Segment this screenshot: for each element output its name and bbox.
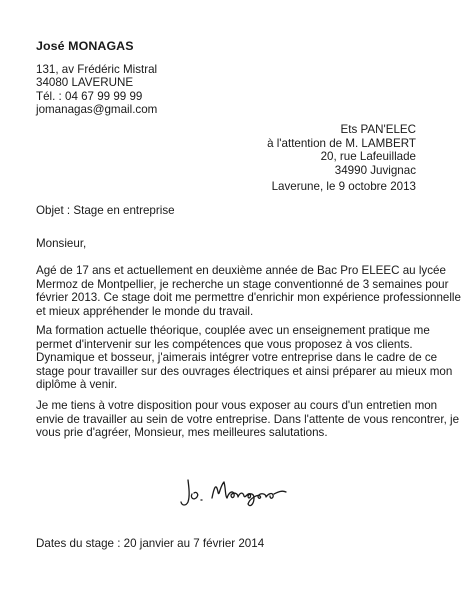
paragraph-line: Ma formation actuelle théorique, couplée avec un enseignement pratique me xyxy=(36,324,430,337)
recipient-attention: à l'attention de M. LAMBERT xyxy=(267,136,416,150)
paragraph-line: permet d'intervenir sur les compétences que vous proposez à vos clients. xyxy=(36,337,413,351)
recipient-block xyxy=(267,123,416,177)
body-paragraph xyxy=(36,399,460,440)
paragraph-line: stage pour travailler sur des ouvrages électriques et ainsi préparer au mieux mon xyxy=(36,364,453,378)
paragraph-line: et mieux appréhender le monde du travail. xyxy=(36,304,254,318)
sender-block xyxy=(36,40,157,117)
paragraph-line: Dynamique et bosseur, j'aimerais intégrer votre entreprise dans le cadre de ce xyxy=(36,351,438,365)
paragraph-line: Agé de 17 ans et actuellement en deuxième année de Bac Pro ELEEC au lycée xyxy=(36,264,446,277)
stage-dates: Dates du stage : 20 janvier au 7 février 2014 xyxy=(36,537,265,550)
sender-address: 131, av Frédéric Mistral xyxy=(36,62,158,76)
recipient-company: Ets PAN'ELEC xyxy=(340,123,416,136)
sender-name: José MONAGAS xyxy=(36,39,134,53)
sender-city: 34080 LAVERUNE xyxy=(36,76,134,90)
paragraph-line: Mermoz de Montpellier, je recherche un stage conventionné de 3 semaines pour xyxy=(36,277,449,291)
paragraph-line: vous prie d'agréer, Monsieur, mes meilleures salutations. xyxy=(36,426,328,440)
paragraph-line: envie de travailler au sein de votre entreprise. Dans l'attente de vous rencontrer, je xyxy=(36,412,460,426)
recipient-street: 20, rue Lafeuillade xyxy=(320,150,416,164)
sender-phone: Tél. : 04 67 99 99 99 xyxy=(36,89,143,103)
body-paragraph xyxy=(36,324,453,392)
salutation: Monsieur, xyxy=(36,237,87,250)
sender-email: jomanagas@gmail.com xyxy=(36,103,158,117)
paragraph-line: Je me tiens à votre disposition pour vous exposer au cours d'un entretien mon xyxy=(36,399,438,412)
paragraph-line: diplôme à venir. xyxy=(36,378,118,392)
handwritten-signature xyxy=(178,470,308,510)
recipient-city: 34990 Juvignac xyxy=(334,163,416,177)
paragraph-line: février 2013. Ce stage doit me permettre d'enrichir mon expérience professionnelle xyxy=(36,291,461,305)
letter-subject: Objet : Stage en entreprise xyxy=(36,204,175,217)
letter-date: Laverune, le 9 octobre 2013 xyxy=(271,180,416,193)
body-paragraph xyxy=(36,264,461,318)
